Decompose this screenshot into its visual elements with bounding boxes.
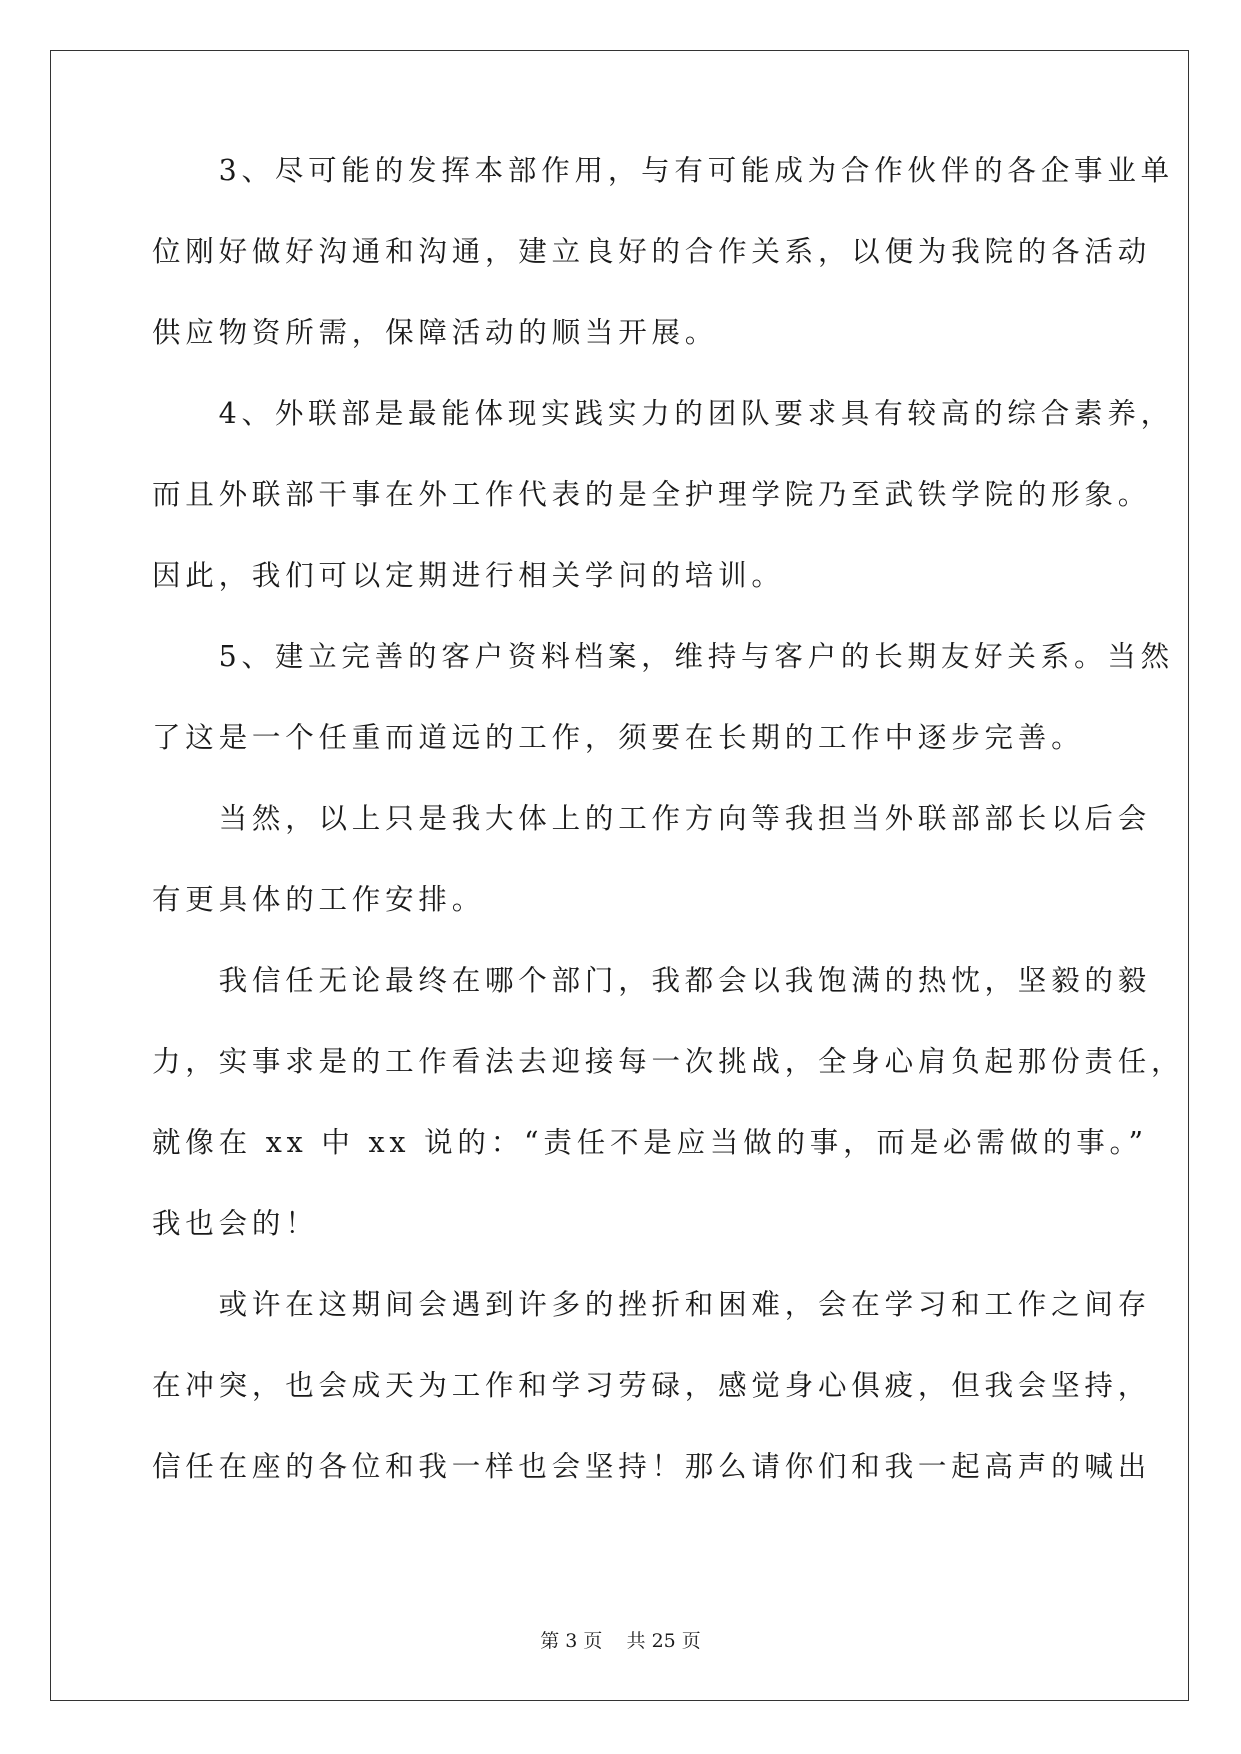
paragraph-8-line-3: 信任在座的各位和我一样也会坚持！那么请你们和我一起高声的喊出 [152,1450,1152,1483]
page-number: 第 3 页 [540,1630,603,1652]
paragraph-7-line-2: 力，实事求是的工作看法去迎接每一次挑战，全身心肩负起那份责任， [152,1045,1185,1078]
paragraph-4-line-3: 因此，我们可以定期进行相关学问的培训。 [152,559,785,592]
paragraph-8-line-2: 在冲突，也会成天为工作和学习劳碌，感觉身心俱疲，但我会坚持， [152,1369,1152,1402]
paragraph-3-line-3: 供应物资所需，保障活动的顺当开展。 [152,316,719,349]
paragraph-7-line-3: 就像在 xx 中 xx 说的：“责任不是应当做的事，而是必需做的事。” [152,1126,1148,1159]
page-total: 共 25 页 [626,1630,701,1652]
paragraph-7-line-1: 我信任无论最终在哪个部门，我都会以我饱满的热忱，坚毅的毅 [152,964,1152,997]
paragraph-6-line-2: 有更具体的工作安排。 [152,883,486,916]
paragraph-4-line-1: 4、外联部是最能体现实践实力的团队要求具有较高的综合素养， [152,397,1174,430]
paragraph-3-line-2: 位刚好做好沟通和沟通，建立良好的合作关系，以便为我院的各活动 [152,235,1152,268]
paragraph-8-line-1: 或许在这期间会遇到许多的挫折和困难，会在学习和工作之间存 [152,1288,1152,1321]
paragraph-5-line-2: 了这是一个任重而道远的工作，须要在长期的工作中逐步完善。 [152,721,1085,754]
paragraph-7-line-4: 我也会的！ [152,1207,319,1240]
paragraph-6-line-1: 当然，以上只是我大体上的工作方向等我担当外联部部长以后会 [152,802,1152,835]
paragraph-3-line-1: 3、尽可能的发挥本部作用，与有可能成为合作伙伴的各企事业单 [152,154,1174,187]
page-footer [0,1626,1241,1653]
paragraph-5-line-1: 5、建立完善的客户资料档案，维持与客户的长期友好关系。当然 [152,640,1174,673]
paragraph-4-line-2: 而且外联部干事在外工作代表的是全护理学院乃至武铁学院的形象。 [152,478,1152,511]
